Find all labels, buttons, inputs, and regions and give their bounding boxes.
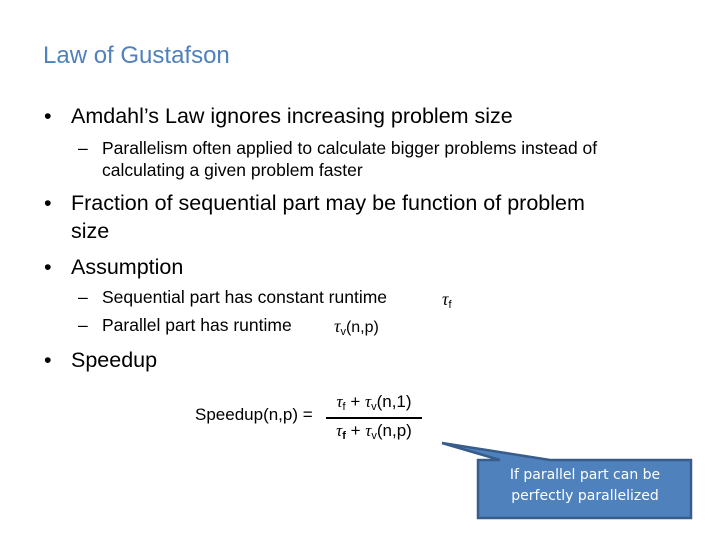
callout-line1: If parallel part can be xyxy=(509,467,661,483)
bullet-text: Amdahl’s Law ignores increasing problem size xyxy=(71,104,513,128)
tau-v-np-symbol: $\tau_v(n,p)$ xyxy=(334,316,379,338)
tau-f-symbol: $\tau_f$ xyxy=(442,289,452,311)
sub-bullet-text-line1: Parallelism often applied to calculate bigger problems instead of xyxy=(102,138,598,158)
sub-bullet-marker: – xyxy=(78,138,88,158)
bullet-text-line2: size xyxy=(71,219,110,243)
sub-bullet-marker: – xyxy=(78,315,88,335)
bullet-text-line1: Fraction of sequential part may be function of problem xyxy=(71,191,585,215)
formula-numerator: $\tau_f + \tau_v(n,1)$ xyxy=(336,392,412,413)
bullet-text: Assumption xyxy=(71,255,184,279)
sub-bullet-marker: – xyxy=(78,287,88,307)
bullet-marker: • xyxy=(44,255,52,279)
bullet-marker: • xyxy=(44,348,52,372)
formula-denominator: $\tau_f + \tau_v(n,p)$ xyxy=(336,421,412,442)
sub-bullet-text: Parallel part has runtime xyxy=(102,315,292,335)
bullet-marker: • xyxy=(44,191,52,215)
slide-title: Law of Gustafson xyxy=(43,42,230,69)
bullet-marker: • xyxy=(44,104,52,128)
callout-line2: perfectly parallelized xyxy=(511,488,659,504)
bullet-text: Speedup xyxy=(71,348,158,372)
sub-bullet-text: Sequential part has constant runtime xyxy=(102,287,388,307)
sub-bullet-text-line2: calculating a given problem faster xyxy=(102,160,363,180)
formula-lhs: Speedup(n,p) = xyxy=(195,405,313,424)
callout-text xyxy=(480,465,690,507)
